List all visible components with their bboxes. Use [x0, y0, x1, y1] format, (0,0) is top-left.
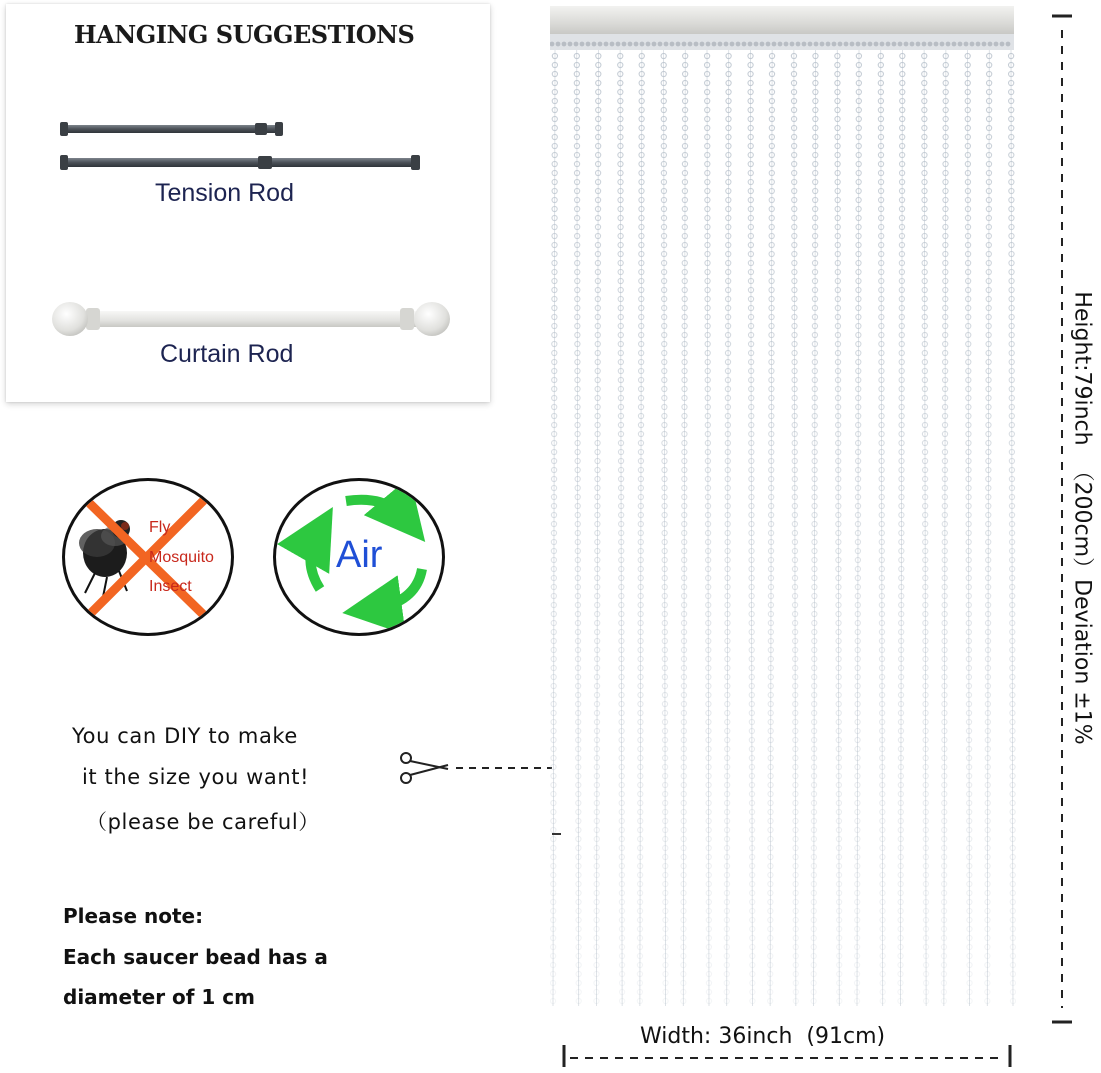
short-tension-rod — [60, 122, 283, 136]
width-dimension-line — [556, 1042, 1018, 1070]
mosquito-text: Mosquito — [149, 549, 214, 566]
height-dimension-text: Height:79inch （200cm）Deviation ±1% — [1069, 291, 1095, 745]
cut-tick-mark — [552, 833, 561, 835]
scissors-icon — [396, 748, 556, 788]
fly-text: Fly — [149, 519, 171, 536]
curtain-rod-label: Curtain Rod — [160, 340, 294, 368]
curtain-rod — [52, 302, 450, 336]
hanging-suggestions-title: HANGING SUGGESTIONS — [74, 20, 415, 49]
insect-text: Insect — [149, 578, 192, 595]
long-tension-rod — [60, 155, 420, 170]
diy-text-line-3: （please be careful） — [86, 810, 320, 834]
diy-text-line-1: You can DIY to make — [72, 724, 298, 748]
note-text-line-1: Each saucer bead has a — [63, 945, 328, 969]
note-text-line-2: diameter of 1 cm — [63, 985, 256, 1009]
bead-curtain-image — [550, 6, 1016, 1006]
width-dimension-label: Width: 36inch (91cm) — [640, 1024, 886, 1049]
note-title: Please note: — [63, 904, 204, 928]
air-text: Air — [336, 534, 383, 576]
diy-text-line-2: it the size you want! — [82, 765, 310, 789]
tension-rod-label: Tension Rod — [155, 179, 294, 207]
no-insect-badge — [62, 478, 234, 636]
